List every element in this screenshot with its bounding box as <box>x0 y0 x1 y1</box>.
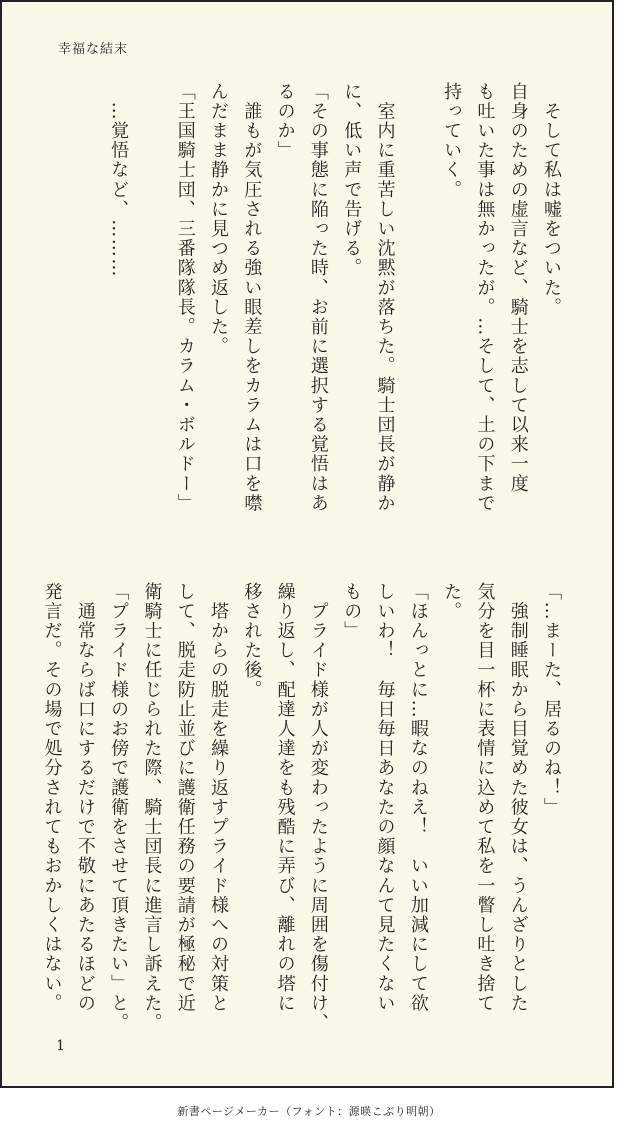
blank-line <box>135 82 168 532</box>
text-line: 「その事態に陥った時、お前に選択する覚悟はあ <box>307 82 329 514</box>
text-line: しいわ！ 毎日毎日あなたの顔なんて見たくない <box>374 582 396 1014</box>
text-line: 塔からの脱走を繰り返すプライド様への対策と <box>208 582 230 1014</box>
text-line: 「ほんっとに…暇なのねえ！ いい加減にして欲 <box>407 582 429 1014</box>
text-line: 強制睡眠から目覚めた彼女は、うんざりとした <box>507 582 529 1014</box>
text-line: プライド様が人が変わったように周囲を傷付け、 <box>307 582 329 1033</box>
text-line: もの」 <box>341 582 363 641</box>
text-line: 「プライド様のお傍で護衛をさせて頂きたい」と。 <box>108 582 130 1033</box>
text-block-bottom <box>41 582 568 1033</box>
text-line: 移された後。 <box>241 582 263 700</box>
text-line: 「…まーた、居るのね！」 <box>541 582 562 818</box>
running-title: 幸福な結末 <box>58 42 129 57</box>
text-line: 通常ならば口にするだけで不敬にあたるほどの <box>74 582 96 1014</box>
text-line: 繰り返し、配達人達をも残酷に弄び、離れの塔に <box>274 582 296 1014</box>
text-line: …覚悟など、……… <box>108 82 130 278</box>
text-line: そして私は嘘をついた。 <box>541 82 562 318</box>
text-line: 発言だ。その場で処分されてもおかしくはない。 <box>41 582 63 1014</box>
blank-line <box>402 82 435 532</box>
text-line: に、低い声で告げる。 <box>341 82 363 278</box>
text-line: 衛騎士に任じられた際、騎士団長に進言し訴えた。 <box>141 582 163 1033</box>
text-block-top <box>48 82 568 532</box>
generator-caption: 新書ページメーカー（フォント：源暎こぶり明朝） <box>177 1105 441 1118</box>
text-line: た。 <box>441 582 463 622</box>
text-line: 「王国騎士団、三番隊隊長。カラム・ボルドー」 <box>174 82 196 514</box>
text-line: して、脱走防止並びに護衛任務の要請が極秘で近 <box>174 582 196 1014</box>
page-number: 1 <box>56 1038 65 1054</box>
text-line: も吐いた事は無かったが。…そして、土の下まで <box>474 82 496 514</box>
text-line: んだまま静かに見つめ返した。 <box>208 82 230 357</box>
text-line: 持っていく。 <box>441 82 463 200</box>
text-line: るのか」 <box>274 82 296 161</box>
text-line: 自身のための虚言など、騎士を志して以来一度 <box>507 82 529 494</box>
text-line: 気分を目一杯に表情に込めて私を一瞥し吐き捨て <box>474 582 496 1014</box>
text-line: 誰もが気圧される強い眼差しをカラムは口を噤 <box>241 82 263 514</box>
text-line: 室内に重苦しい沈黙が落ちた。騎士団長が静か <box>374 82 396 514</box>
